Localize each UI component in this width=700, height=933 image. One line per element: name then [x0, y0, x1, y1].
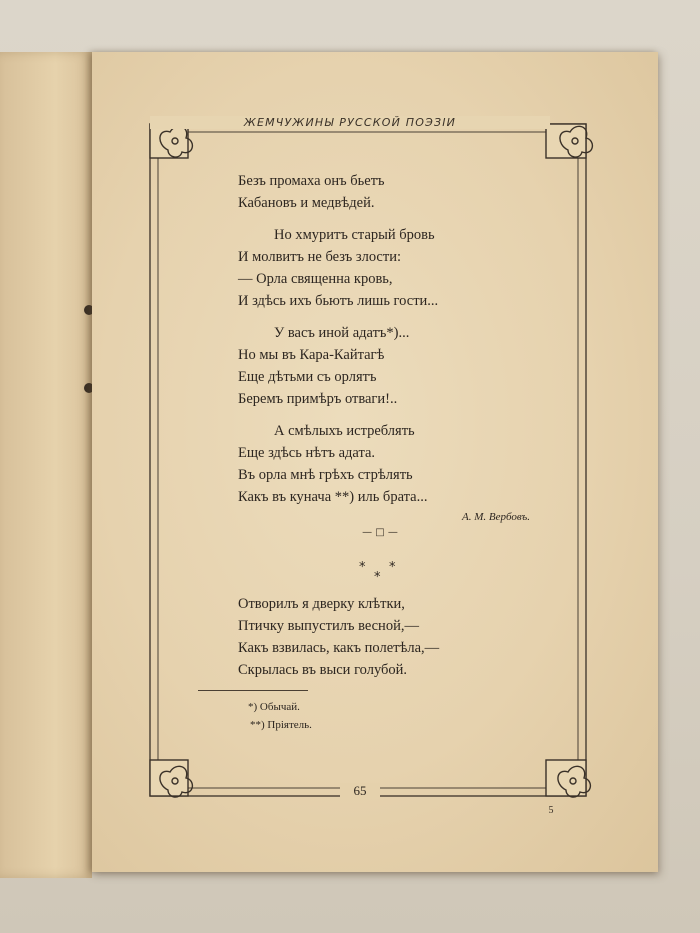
asterism-star: *	[359, 560, 366, 575]
page-number: 65	[340, 783, 380, 799]
corner-ornament-bottom-left	[150, 760, 192, 797]
corner-ornament-top-left	[150, 124, 192, 158]
corner-ornament-top-right	[546, 124, 592, 158]
author-signature: А. М. Вербовъ.	[462, 511, 530, 523]
poem-line: Отворилъ я дверку клѣтки,	[238, 596, 405, 612]
poem-continuation	[238, 170, 538, 518]
poem-line: Какъ взвилась, какъ полетѣла,—	[238, 640, 440, 656]
poem-line: Еще дѣтьми съ орлятъ	[238, 369, 377, 385]
printer-signature-mark: 5	[548, 805, 554, 816]
poem-line: Какъ въ кунача **) иль брата...	[238, 489, 428, 505]
stanza	[238, 224, 538, 312]
poem-line: Еще здѣсь нѣтъ адата.	[238, 445, 376, 461]
asterism	[355, 558, 405, 588]
asterism-star: *	[374, 570, 381, 585]
poem-line: И здѣсь ихъ бьютъ лишь гости...	[238, 293, 439, 309]
asterism-star: *	[389, 560, 396, 575]
footnote: *) Обычай.	[248, 701, 300, 713]
second-poem	[238, 593, 538, 681]
poem-line: — Орла священна кровь,	[238, 271, 393, 287]
poem-line: Но мы въ Кара-Кайтагѣ	[238, 347, 385, 363]
stanza	[238, 322, 538, 410]
poem-line: Беремъ примѣръ отваги!..	[238, 391, 398, 407]
poem-line: Въ орла мнѣ грѣхъ стрѣлять	[238, 467, 413, 483]
poem-line: Скрылась въ выси голубой.	[238, 662, 408, 678]
poem-line: У васъ иной адатъ*)...	[274, 325, 410, 341]
stanza	[238, 170, 538, 214]
running-head: ЖЕМЧУЖИНЫ РУССКОЙ ПОЭЗІИ	[150, 116, 550, 129]
stanza	[238, 420, 538, 508]
footnotes	[248, 698, 448, 734]
poem-line: Но хмуритъ старый бровь	[274, 227, 435, 243]
poem-line: Птичку выпустилъ весной,—	[238, 618, 419, 634]
poem-line: Кабановъ и медвѣдей.	[238, 195, 375, 211]
section-divider: — □ —	[362, 527, 398, 538]
poem-line: А смѣлыхъ истреблять	[274, 423, 415, 439]
corner-ornament-bottom-right	[546, 760, 590, 797]
footnote: **) Пріятель.	[250, 719, 312, 731]
poem-line: И молвитъ не безъ злости:	[238, 249, 401, 265]
poem-line: Безъ промаха онъ бьетъ	[238, 173, 385, 189]
footnote-rule	[198, 690, 308, 691]
